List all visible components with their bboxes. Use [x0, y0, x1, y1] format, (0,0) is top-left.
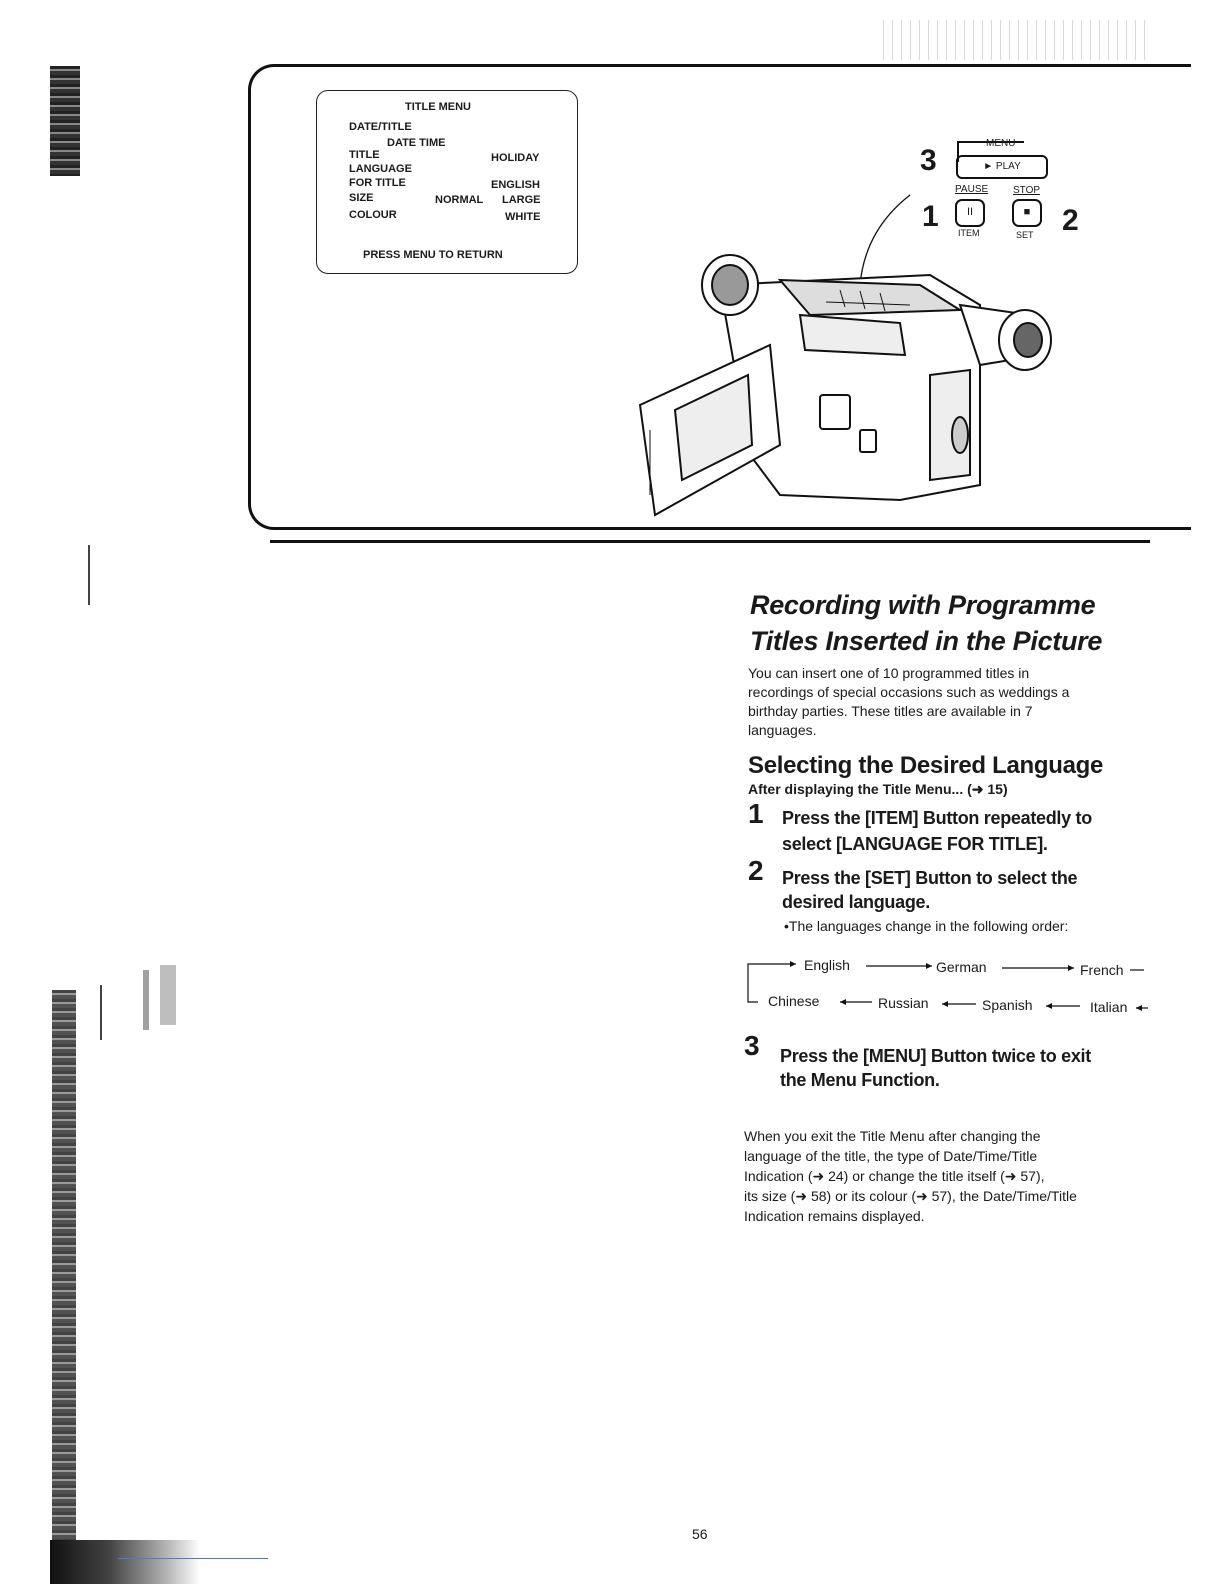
- intro-line: You can insert one of 10 programmed titles in: [748, 665, 1030, 681]
- step-number: 3: [744, 1030, 760, 1061]
- step-3-line1: Press the [MENU] Button twice to exit: [780, 1046, 1091, 1066]
- note-line: language of the title, the type of Date/Time/Title: [744, 1148, 1038, 1164]
- menu-value-holiday: HOLIDAY: [491, 152, 540, 164]
- page-number: 56: [692, 1526, 708, 1542]
- menu-heading: TITLE MENU: [405, 101, 471, 113]
- play-button[interactable]: ► PLAY: [956, 155, 1048, 179]
- step-2-line2: desired language.: [782, 892, 930, 912]
- intro-line: languages.: [748, 722, 817, 738]
- intro-line: birthday parties. These titles are available in 7: [748, 703, 1033, 719]
- camcorder-illustration: [630, 245, 1070, 525]
- step-number: 2: [748, 855, 764, 886]
- scan-noise-top: [880, 20, 1150, 60]
- lang-german: German: [936, 959, 987, 975]
- step-2-line1: Press the [SET] Button to select the: [782, 868, 1078, 888]
- pause-label: PAUSE: [955, 184, 989, 195]
- scan-strip: [88, 545, 90, 605]
- menu-item-colour: COLOUR: [349, 209, 397, 221]
- menu-value-large: LARGE: [502, 194, 541, 206]
- menu-item-language: LANGUAGE: [349, 163, 412, 175]
- menu-item-size: SIZE: [349, 192, 374, 204]
- divider-rule: [270, 540, 1150, 543]
- menu-value-white: WHITE: [505, 211, 541, 223]
- language-order-note: •The languages change in the following order:: [784, 918, 1069, 934]
- note-line: its size (➜ 58) or its colour (➜ 57), the Date/Time/Title: [744, 1188, 1077, 1204]
- set-label: SET: [1016, 230, 1034, 240]
- menu-footer: PRESS MENU TO RETURN: [363, 249, 503, 261]
- lang-russian: Russian: [878, 995, 929, 1011]
- callout-2: 2: [1062, 204, 1079, 237]
- scan-strip: [160, 965, 176, 1025]
- section-title: Selecting the Desired Language: [748, 752, 1104, 779]
- exit-note: [744, 1126, 1174, 1226]
- note-line: Indication remains displayed.: [744, 1208, 925, 1224]
- pause-item-button[interactable]: II: [955, 199, 985, 227]
- scan-strip: [100, 985, 102, 1040]
- step-1-line2: select [LANGUAGE FOR TITLE].: [782, 834, 1048, 854]
- after-display-note: After displaying the Title Menu... (➜ 15): [748, 781, 1008, 797]
- lang-chinese: Chinese: [768, 993, 820, 1009]
- scan-edge-mark: [52, 990, 76, 1550]
- scan-corner: [50, 1540, 200, 1584]
- lang-spanish: Spanish: [982, 997, 1033, 1013]
- lang-english: English: [804, 957, 850, 973]
- scan-edge-mark: [50, 66, 80, 176]
- menu-value-normal: NORMAL: [435, 194, 484, 206]
- intro-line: recordings of special occasions such as weddings a: [748, 684, 1070, 700]
- menu-item-for-title: FOR TITLE: [349, 177, 406, 189]
- menu-label: MENU: [986, 138, 1016, 149]
- scan-strip: [143, 970, 149, 1030]
- scan-line: [118, 1558, 268, 1559]
- page-title-line1: Recording with Programme: [750, 590, 1096, 620]
- note-line: Indication (➜ 24) or change the title itself (➜ 57),: [744, 1168, 1045, 1184]
- callout-1: 1: [922, 200, 939, 233]
- callout-3: 3: [920, 144, 937, 177]
- step-number: 1: [748, 798, 764, 829]
- page-title-line2: Titles Inserted in the Picture: [750, 626, 1103, 656]
- menu-value-english: ENGLISH: [491, 179, 540, 191]
- menu-item-date-time: DATE TIME: [387, 137, 446, 149]
- stop-label: STOP: [1013, 185, 1041, 196]
- stop-set-button[interactable]: ■: [1012, 199, 1042, 227]
- menu-item-title: TITLE: [349, 149, 380, 161]
- note-line: When you exit the Title Menu after changing the: [744, 1128, 1041, 1144]
- title-menu-screen: [316, 90, 578, 274]
- item-label: ITEM: [958, 228, 980, 238]
- menu-item-datetitle: DATE/TITLE: [349, 121, 412, 133]
- lang-french: French: [1080, 962, 1124, 978]
- step-3-line2: the Menu Function.: [780, 1070, 940, 1090]
- step-1-line1: Press the [ITEM] Button repeatedly to: [782, 808, 1092, 828]
- lang-italian: Italian: [1090, 999, 1128, 1015]
- intro-paragraph: [748, 664, 1168, 740]
